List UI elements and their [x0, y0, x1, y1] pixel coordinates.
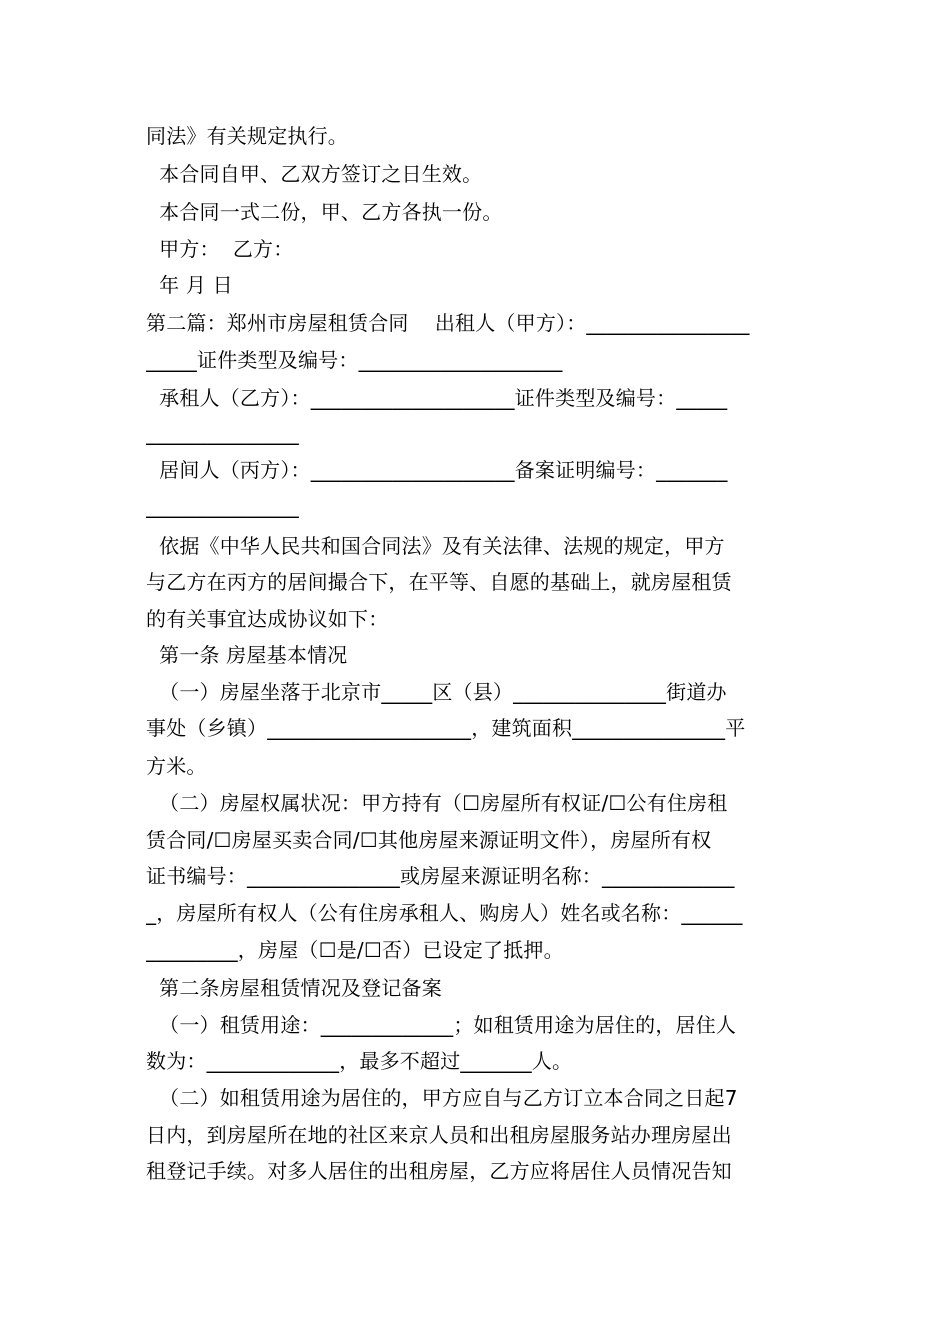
text-line: 租登记手续。对多人居住的出租房屋，乙方应将居住人员情况告知: [146, 1159, 732, 1183]
section-heading: 第二篇：郑州市房屋租赁合同 出租人（甲方）：________________: [146, 311, 750, 335]
text-line: _________，房屋（☐是/☐否）已设定了抵押。: [146, 938, 564, 962]
text-line: 年 月 日: [146, 273, 233, 297]
text-line: 居间人（丙方）：____________________备案证明编号：_______: [146, 458, 728, 482]
article-heading: 第一条 房屋基本情况: [146, 643, 348, 667]
text-line: 同法》有关规定执行。: [146, 124, 348, 148]
text-line: 与乙方在丙方的居间撮合下，在平等、自愿的基础上，就房屋租赁: [146, 570, 732, 594]
text-line: _______________: [146, 494, 299, 518]
text-line: 甲方： 乙方：: [146, 237, 294, 261]
article-heading: 第二条房屋租赁情况及登记备案: [146, 976, 442, 1000]
text-line: （一）租赁用途：_____________；如租赁用途为居住的，居住人: [146, 1013, 737, 1037]
text-line: 赁合同/☐房屋买卖合同/☐其他房屋来源证明文件），房屋所有权: [146, 828, 712, 852]
text-line: 本合同一式二份，甲、乙方各执一份。: [146, 200, 503, 224]
text-line: 事处（乡镇）____________________，建筑面积_______________平: [146, 716, 746, 740]
text-line: 方米。: [146, 754, 207, 778]
text-line: 承租人（乙方）：____________________证件类型及编号：_____: [146, 386, 728, 410]
text-line: 本合同自甲、乙双方签订之日生效。: [146, 162, 483, 186]
text-line: 证书编号：_______________或房屋来源证明名称：_____________: [146, 864, 735, 888]
text-line: _______________: [146, 421, 299, 445]
text-line: （二）房屋权属状况：甲方持有（☐房屋所有权证/☐公有住房租: [146, 791, 728, 815]
text-line: _____证件类型及编号：____________________: [146, 348, 563, 372]
text-line: 数为：_____________，最多不超过_______人。: [146, 1049, 573, 1073]
text-line: 依据《中华人民共和国合同法》及有关法律、法规的规定，甲方: [146, 534, 725, 558]
text-line: 的有关事宜达成协议如下：: [146, 607, 389, 631]
text-line: （一）房屋坐落于北京市_____区（县）_______________街道办: [146, 680, 727, 704]
text-line: （二）如租赁用途为居住的，甲方应自与乙方订立本合同之日起7: [146, 1086, 738, 1110]
text-line: _，房屋所有权人（公有住房承租人、购房人）姓名或名称：______: [146, 901, 743, 925]
text-line: 日内，到房屋所在地的社区来京人员和出租房屋服务站办理房屋出: [146, 1123, 732, 1147]
